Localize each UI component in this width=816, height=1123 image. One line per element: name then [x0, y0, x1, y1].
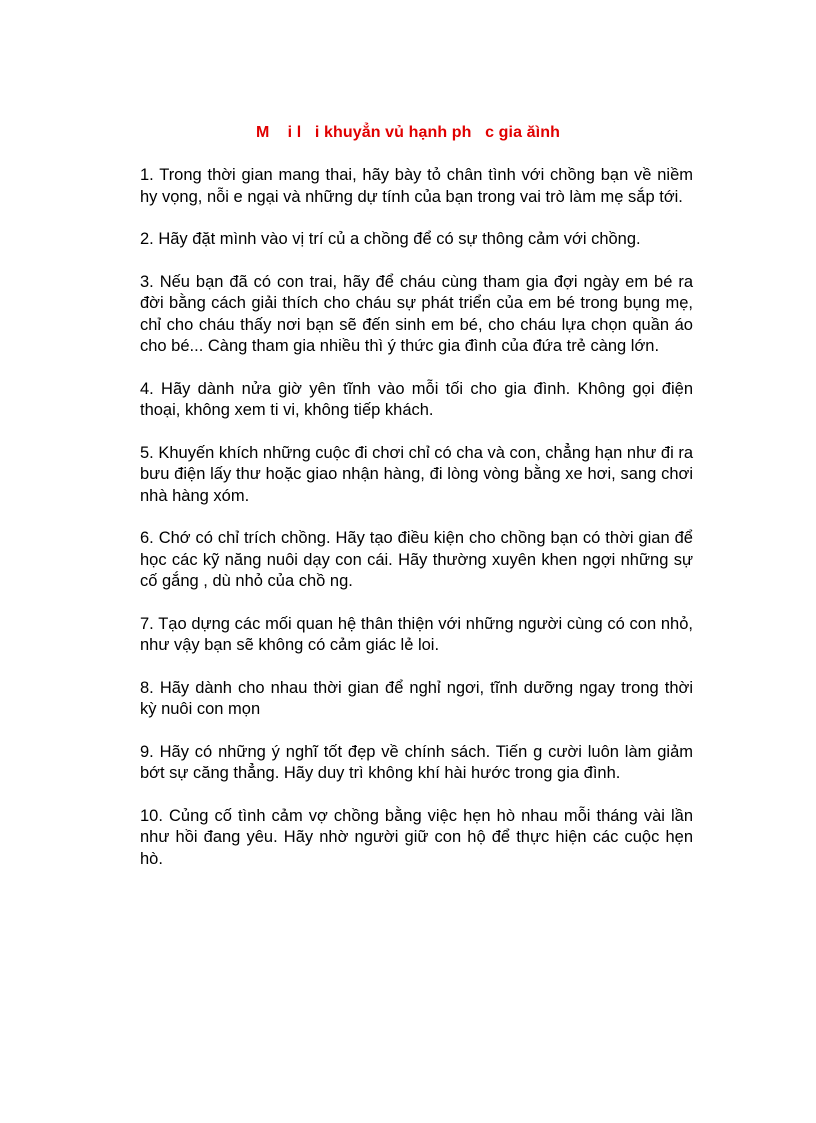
document-body: [140, 165, 693, 891]
paragraph-3: 3. Nếu bạn đã có con trai, hãy để cháu cùng tham gia đợi ngày em bé ra đời bằng cách giải thích cho cháu sự phát triển của em bé trong bụng mẹ, chỉ cho cháu thấy nơi bạn sẽ đến sinh em bé, cho cháu lựa chọn quần áo cho bé... Càng tham gia nhiều thì ý thức gia đình của đứa trẻ càng lớn.: [140, 272, 693, 355]
paragraph-10: 10. Củng cố tình cảm vợ chồng bằng việc hẹn hò nhau mỗi tháng vài lần như hồi đang yêu. Hãy nhờ người giữ con hộ để thực hiện các cuộc hẹn hò.: [140, 806, 693, 868]
paragraph-9: 9. Hãy có những ý nghĩ tốt đẹp về chính sách. Tiến g cười luôn làm giảm bớt sự căng thẳng. Hãy duy trì không khí hài hước trong gia đình.: [140, 742, 693, 782]
document-title: M i l i khuyẳn vủ hạnh ph c gia ăình: [256, 124, 560, 141]
paragraph-2: 2. Hãy đặt mình vào vị trí củ a chồng để có sự thông cảm với chồng.: [140, 230, 641, 248]
paragraph-4: 4. Hãy dành nửa giờ yên tĩnh vào mỗi tối cho gia đình. Không gọi điện thoại, không xem ti vi, không tiếp khách.: [140, 379, 693, 419]
paragraph-1: 1. Trong thời gian mang thai, hãy bày tỏ chân tình với chồng bạn về niềm hy vọng, nỗi e ngại và những dự tính của bạn trong vai trò làm mẹ sắp tới.: [140, 166, 693, 206]
paragraph-7: 7. Tạo dựng các mối quan hệ thân thiện với những người cùng có con nhỏ, như vậy bạn sẽ không có cảm giác lẻ loi.: [140, 614, 693, 654]
paragraph-6: 6. Chớ có chỉ trích chồng. Hãy tạo điều kiện cho chồng bạn có thời gian để học các kỹ năng nuôi dạy con cái. Hãy thường xuyên khen ngợi những sự cố gắng , dù nhỏ của chồ ng.: [140, 529, 693, 590]
paragraph-8: 8. Hãy dành cho nhau thời gian để nghỉ ngơi, tĩnh dưỡng ngay trong thời kỳ nuôi con mọn: [140, 678, 693, 718]
paragraph-5: 5. Khuyến khích những cuộc đi chơi chỉ có cha và con, chẳng hạn như đi ra bưu điện lấy thư hoặc giao nhận hàng, đi lòng vòng bằng xe hơi, sang chơi nhà hàng xóm.: [140, 443, 693, 505]
